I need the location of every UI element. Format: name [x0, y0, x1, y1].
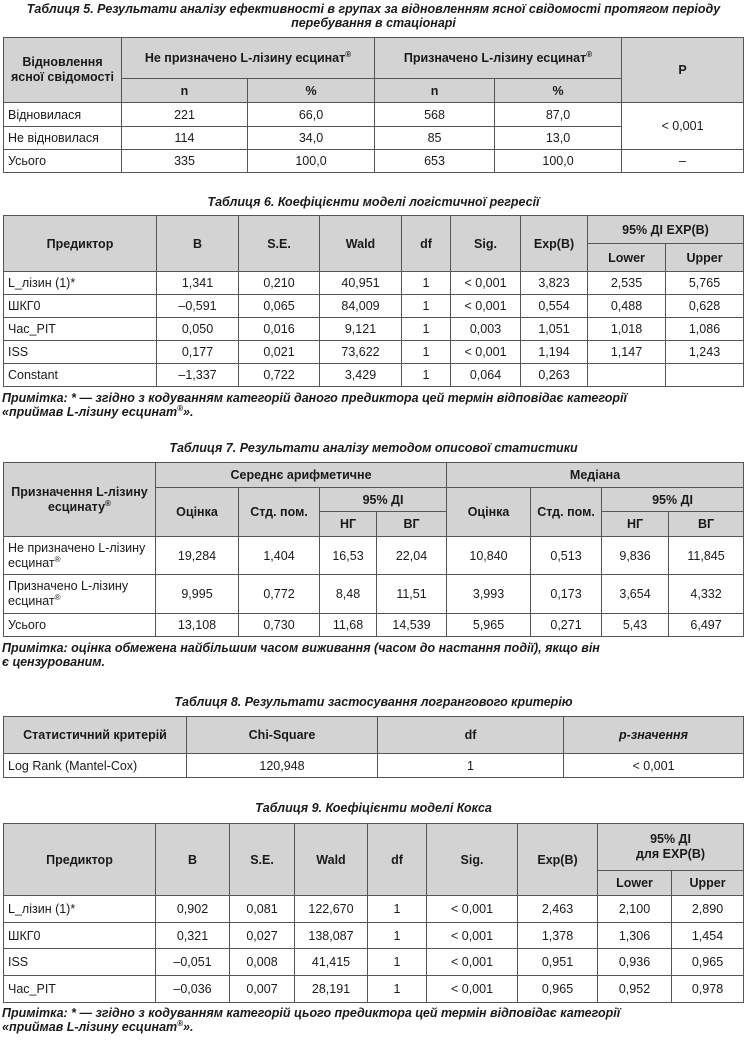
t6-header-upper: Upper [666, 244, 744, 272]
cell-std: 0,173 [531, 575, 602, 614]
cell-se: 0,007 [230, 976, 295, 1003]
cell-upper: 2,890 [672, 896, 744, 923]
t7-header-group-label: Призначення L-лізину есцинату [11, 484, 148, 514]
cell-n: 221 [122, 103, 248, 127]
row-label: Час_PIT [4, 318, 157, 341]
cell-df: 1 [402, 341, 451, 364]
t5-header-pct: % [495, 79, 622, 103]
cell-pct: 100,0 [248, 150, 375, 173]
registered-mark: ® [586, 49, 593, 59]
cell-high: 14,539 [377, 614, 447, 637]
cell-upper [666, 364, 744, 387]
cell-estimate: 5,965 [447, 614, 531, 637]
note-text: ». [183, 405, 194, 419]
table8-caption: Таблиця 8. Результати застосування логрангового критерію [174, 695, 573, 709]
cell-sig: < 0,001 [427, 923, 518, 949]
cell-lower: 2,535 [588, 272, 666, 295]
cell-p-value: – [622, 150, 744, 173]
cell-n: 114 [122, 127, 248, 150]
cell-exp: 1,194 [521, 341, 588, 364]
cell-exp: 3,823 [521, 272, 588, 295]
cell-high: 4,332 [669, 575, 744, 614]
t5-header-assigned-label: Призначено L-лізину есцинат [403, 50, 587, 65]
t6-header-wald: Wald [320, 216, 402, 272]
cell-b: 0,321 [156, 923, 230, 949]
cell-low: 16,53 [320, 537, 377, 575]
table-row [4, 949, 744, 976]
note-line: Примітка: оцінка обмежена найбільшим часом виживання (часом до настання події), якщо він [2, 641, 600, 655]
cell-n: 653 [375, 150, 495, 173]
table-row [4, 575, 744, 614]
t8-header-p [564, 717, 744, 754]
cell-upper: 1,086 [666, 318, 744, 341]
row-label: L_лізин (1)* [4, 272, 157, 295]
cell-sig: < 0,001 [427, 896, 518, 923]
table-row [4, 272, 744, 295]
registered-mark: ® [54, 592, 61, 602]
cell-n: 85 [375, 127, 495, 150]
registered-mark: ® [105, 498, 111, 508]
row-label: Усього [4, 150, 122, 173]
t8-header-chi: Chi-Square [187, 717, 378, 754]
cell-pct: 87,0 [495, 103, 622, 127]
t5-header-recovery: Відновлення ясної свідомості [4, 38, 122, 103]
cell-lower: 2,100 [598, 896, 672, 923]
t8-header-test: Статистичний критерій [4, 717, 187, 754]
row-label: L_лізин (1)* [4, 896, 156, 923]
note-line [2, 1020, 742, 1034]
table6-note [2, 391, 742, 419]
t7-header-estimate: Оцінка [447, 488, 531, 537]
cell-exp: 0,554 [521, 295, 588, 318]
cell-wald: 28,191 [295, 976, 368, 1003]
t6-header-se: S.E. [239, 216, 320, 272]
cell-upper: 1,454 [672, 923, 744, 949]
t6-header-b: B [157, 216, 239, 272]
note-line [2, 405, 742, 419]
row-label: ШКГ0 [4, 923, 156, 949]
table6 [3, 215, 744, 387]
cell-upper: 1,243 [666, 341, 744, 364]
table7 [3, 462, 744, 637]
t6-header-sig: Sig. [451, 216, 521, 272]
cell-estimate: 13,108 [156, 614, 239, 637]
t5-header-pct: % [248, 79, 375, 103]
cell-exp: 0,965 [518, 976, 598, 1003]
table-row [4, 896, 744, 923]
note-text: ». [183, 1020, 194, 1034]
cell-df: 1 [402, 272, 451, 295]
cell-std: 1,404 [239, 537, 320, 575]
cell-p: < 0,001 [564, 754, 744, 778]
registered-mark: ® [345, 49, 352, 59]
cell-exp: 0,951 [518, 949, 598, 976]
cell-wald: 138,087 [295, 923, 368, 949]
t5-header-n: n [122, 79, 248, 103]
table5 [3, 37, 744, 173]
t7-header-low: НГ [320, 512, 377, 537]
row-label-text: Не призначено L-лізину есцинат [8, 540, 146, 570]
cell-p-value: < 0,001 [622, 103, 744, 150]
t6-header-predictor: Предиктор [4, 216, 157, 272]
t6-header-lower: Lower [588, 244, 666, 272]
row-label: Не відновилася [4, 127, 122, 150]
cell-chi: 120,948 [187, 754, 378, 778]
cell-low: 11,68 [320, 614, 377, 637]
t8-header-df: df [378, 717, 564, 754]
cell-lower [588, 364, 666, 387]
registered-mark: ® [54, 554, 61, 564]
table-row [4, 150, 744, 173]
cell-b: –0,051 [156, 949, 230, 976]
row-label: Constant [4, 364, 157, 387]
cell-estimate: 9,995 [156, 575, 239, 614]
cell-wald: 122,670 [295, 896, 368, 923]
t7-header-ci: 95% ДІ [320, 488, 447, 512]
cell-estimate: 3,993 [447, 575, 531, 614]
cell-df: 1 [378, 754, 564, 778]
cell-pct: 13,0 [495, 127, 622, 150]
cell-estimate: 19,284 [156, 537, 239, 575]
cell-lower: 1,147 [588, 341, 666, 364]
t6-header-df: df [402, 216, 451, 272]
cell-n: 335 [122, 150, 248, 173]
t7-header-group [4, 463, 156, 537]
table7-note [2, 641, 742, 669]
t7-header-std: Стд. пом. [239, 488, 320, 537]
cell-df: 1 [402, 364, 451, 387]
note-text: «приймав L-лізину есцинат [2, 1020, 178, 1034]
cell-high: 6,497 [669, 614, 744, 637]
t9-header-upper: Upper [672, 871, 744, 896]
table-row [4, 976, 744, 1003]
cell-upper: 5,765 [666, 272, 744, 295]
row-label: Усього [4, 614, 156, 637]
t9-header-se: S.E. [230, 824, 295, 896]
row-label: Відновилася [4, 103, 122, 127]
table9-note [2, 1006, 742, 1034]
cell-wald: 41,415 [295, 949, 368, 976]
cell-sig: 0,003 [451, 318, 521, 341]
registered-mark: ® [177, 1018, 184, 1028]
registered-mark: ® [177, 403, 184, 413]
t6-header-exp: Exp(B) [521, 216, 588, 272]
t9-header-ci-line: 95% ДІ [650, 832, 691, 846]
cell-b: 0,177 [157, 341, 239, 364]
t7-header-low: НГ [602, 512, 669, 537]
cell-df: 1 [368, 949, 427, 976]
cell-se: 0,065 [239, 295, 320, 318]
cell-sig: < 0,001 [427, 949, 518, 976]
t7-header-high: ВГ [669, 512, 744, 537]
cell-std: 0,730 [239, 614, 320, 637]
cell-sig: < 0,001 [451, 295, 521, 318]
table5-caption: Таблиця 5. Результати аналізу ефективності в групах за відновленням ясної свідомості протягом періоду перебування в стаціонарі [26, 2, 721, 30]
t5-header-p: P [622, 38, 744, 103]
t5-header-not-assigned [122, 38, 375, 79]
cell-exp: 2,463 [518, 896, 598, 923]
t9-header-wald: Wald [295, 824, 368, 896]
row-label [4, 537, 156, 575]
cell-sig: 0,064 [451, 364, 521, 387]
cell-estimate: 10,840 [447, 537, 531, 575]
cell-high: 11,845 [669, 537, 744, 575]
cell-b: 0,050 [157, 318, 239, 341]
t5-header-n: n [375, 79, 495, 103]
t7-header-high: ВГ [377, 512, 447, 537]
row-label: ISS [4, 949, 156, 976]
cell-b: –0,036 [156, 976, 230, 1003]
row-label: ISS [4, 341, 157, 364]
cell-low: 5,43 [602, 614, 669, 637]
t6-header-ci: 95% ДІ EXP(B) [588, 216, 744, 244]
note-line: є цензурованим. [2, 655, 105, 669]
row-label-text: Призначено L-лізину есцинат [8, 579, 129, 608]
t9-header-df: df [368, 824, 427, 896]
cell-lower: 1,018 [588, 318, 666, 341]
cell-df: 1 [368, 923, 427, 949]
cell-pct: 66,0 [248, 103, 375, 127]
cell-std: 0,772 [239, 575, 320, 614]
t9-header-sig: Sig. [427, 824, 518, 896]
cell-wald: 9,121 [320, 318, 402, 341]
table-row [4, 614, 744, 637]
note-line: Примітка: * — згідно з кодуванням категорій цього предиктора цей термін відповідає категорії [2, 1006, 621, 1020]
cell-sig: < 0,001 [451, 341, 521, 364]
cell-sig: < 0,001 [451, 272, 521, 295]
table9-caption: Таблиця 9. Коефіцієнти моделі Кокса [255, 801, 492, 815]
t7-header-median: Медіана [447, 463, 744, 488]
cell-wald: 84,009 [320, 295, 402, 318]
table-row [4, 923, 744, 949]
row-label: Час_PIT [4, 976, 156, 1003]
cell-wald: 73,622 [320, 341, 402, 364]
t9-header-lower: Lower [598, 871, 672, 896]
t9-header-ci-line: для EXP(B) [636, 847, 706, 861]
row-label: Log Rank (Mantel-Cox) [4, 754, 187, 778]
table9 [3, 823, 744, 1003]
cell-low: 3,654 [602, 575, 669, 614]
cell-b: 1,341 [157, 272, 239, 295]
t7-header-std: Стд. пом. [531, 488, 602, 537]
row-label [4, 575, 156, 614]
cell-b: –0,591 [157, 295, 239, 318]
cell-lower: 0,488 [588, 295, 666, 318]
cell-lower: 0,936 [598, 949, 672, 976]
table-row [4, 295, 744, 318]
cell-std: 0,513 [531, 537, 602, 575]
t7-header-mean: Середнє арифметичне [156, 463, 447, 488]
cell-pct: 100,0 [495, 150, 622, 173]
cell-lower: 1,306 [598, 923, 672, 949]
cell-pct: 34,0 [248, 127, 375, 150]
table-row [4, 341, 744, 364]
t9-header-predictor: Предиктор [4, 824, 156, 896]
cell-df: 1 [402, 295, 451, 318]
cell-std: 0,271 [531, 614, 602, 637]
cell-wald: 40,951 [320, 272, 402, 295]
t9-header-exp: Exp(B) [518, 824, 598, 896]
t8-header-p-text: p-значення [619, 728, 688, 742]
t9-header-b: B [156, 824, 230, 896]
cell-high: 11,51 [377, 575, 447, 614]
cell-n: 568 [375, 103, 495, 127]
cell-se: 0,016 [239, 318, 320, 341]
table-row [4, 318, 744, 341]
cell-lower: 0,952 [598, 976, 672, 1003]
note-line: Примітка: * — згідно з кодуванням категорій даного предиктора цей термін відповідає категорії [2, 391, 627, 405]
cell-df: 1 [402, 318, 451, 341]
note-text: «приймав L-лізину есцинат [2, 405, 178, 419]
table8 [3, 716, 744, 778]
cell-low: 8,48 [320, 575, 377, 614]
cell-upper: 0,965 [672, 949, 744, 976]
cell-b: –1,337 [157, 364, 239, 387]
t7-header-estimate: Оцінка [156, 488, 239, 537]
t7-header-ci: 95% ДІ [602, 488, 744, 512]
cell-se: 0,210 [239, 272, 320, 295]
cell-upper: 0,628 [666, 295, 744, 318]
cell-se: 0,008 [230, 949, 295, 976]
t9-header-ci [598, 824, 744, 871]
cell-se: 0,081 [230, 896, 295, 923]
cell-se: 0,722 [239, 364, 320, 387]
cell-upper: 0,978 [672, 976, 744, 1003]
table-row [4, 103, 744, 127]
cell-low: 9,836 [602, 537, 669, 575]
cell-df: 1 [368, 976, 427, 1003]
table-row [4, 754, 744, 778]
t5-header-assigned [375, 38, 622, 79]
table7-caption: Таблиця 7. Результати аналізу методом описової статистики [169, 441, 578, 455]
cell-exp: 1,051 [521, 318, 588, 341]
cell-wald: 3,429 [320, 364, 402, 387]
cell-se: 0,021 [239, 341, 320, 364]
table6-caption: Таблиця 6. Коефіцієнти моделі логістичної регресії [207, 195, 540, 209]
t5-header-not-assigned-label: Не призначено L-лізину есцинат [144, 50, 346, 65]
cell-exp: 0,263 [521, 364, 588, 387]
cell-b: 0,902 [156, 896, 230, 923]
cell-exp: 1,378 [518, 923, 598, 949]
table-row [4, 537, 744, 575]
cell-high: 22,04 [377, 537, 447, 575]
table-row [4, 364, 744, 387]
cell-df: 1 [368, 896, 427, 923]
cell-sig: < 0,001 [427, 976, 518, 1003]
row-label: ШКГ0 [4, 295, 157, 318]
cell-se: 0,027 [230, 923, 295, 949]
